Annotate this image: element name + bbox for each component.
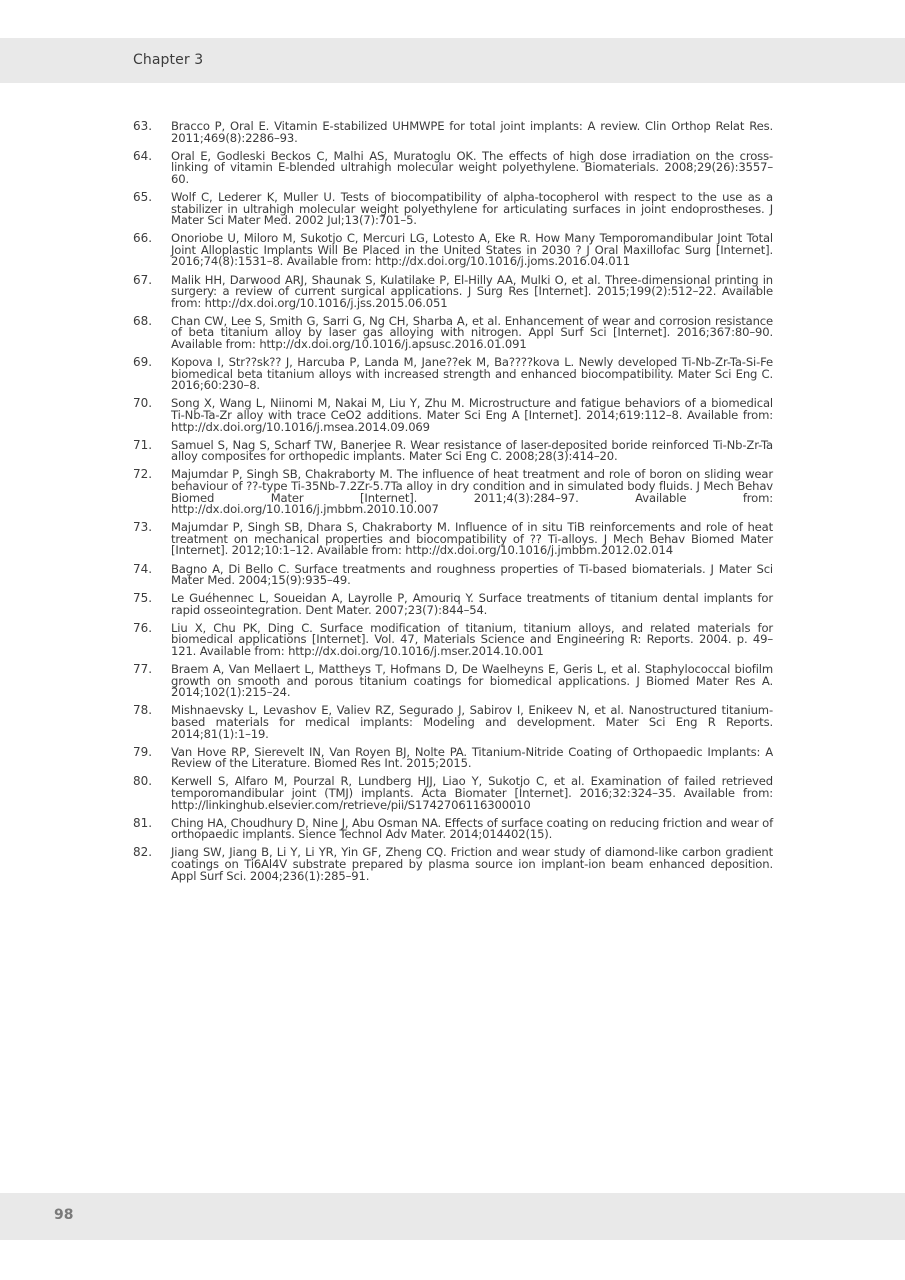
reference-number: 67. [133, 272, 153, 287]
reference-item [133, 469, 773, 515]
reference-text: Oral E, Godleski Beckos C, Malhi AS, Muratoglu OK. The effects of high dose irradiation on the cross-linking of vitamin E-blended ultrahigh molecular weight polyethylene. Biomaterials. 2008;29(26):3557–60. [171, 148, 773, 186]
reference-text: Kerwell S, Alfaro M, Pourzal R, Lundberg HJJ, Liao Y, Sukotjo C, et al. Examination of failed retrieved temporomandibular joint (TMJ) implants. Acta Biomater [Internet]. 2016;32:324–35. Available from: http://linkinghub.elsevier.com/retrieve/pii/S1742706116300010 [171, 774, 773, 812]
reference-number: 73. [133, 520, 153, 535]
reference-text: Wolf C, Lederer K, Muller U. Tests of biocompatibility of alpha-tocopherol with respect to the use as a stabilizer in ultrahigh molecular weight polyethylene for articulating surfaces in joint endoprostheses. J Mater Sci Mater Med. 2002 Jul;13(7):701–5. [171, 189, 773, 228]
reference-text: Kopova I, Str??sk?? J, Harcuba P, Landa M, Jane??ek M, Ba????kova L. Newly developed Ti-Nb-Zr-Ta-Si-Fe biomedical beta titanium alloys with increased strength and enhanced biocompatibility. Mater Sci Eng C. 2016;60:230–8. [171, 355, 773, 393]
reference-text: Braem A, Van Mellaert L, Mattheys T, Hofmans D, De Waelheyns E, Geris L, et al. Staphylococcal biofilm growth on smooth and porous titanium coatings for biomedical applications. J Biomed Mater Res A. 2014;102(1):215–24. [171, 662, 773, 700]
reference-item [133, 148, 773, 186]
reference-text: Bracco P, Oral E. Vitamin E-stabilized UHMWPE for total joint implants: A review. Clin Orthop Relat Res. 2011;469(8):2286–93. [171, 119, 773, 145]
reference-number: 63. [133, 119, 153, 133]
reference-item [133, 593, 773, 616]
reference-number: 74. [133, 561, 153, 576]
reference-item [133, 815, 773, 842]
reference-text: Bagno A, Di Bello C. Surface treatments and roughness properties of Ti-based biomaterials. J Mater Sci Mater Med. 2004;15(9):935–49. [171, 561, 773, 588]
reference-text: Onoriobe U, Miloro M, Sukotjo C, Mercuri LG, Lotesto A, Eke R. How Many Temporomandibular Joint Total Joint Alloplastic Implants Will Be Placed in the United States in 2030 ? J Oral Maxillofac Surg [Internet]. 2016;74(8):1531–8. Available from: http://dx.doi.org/10.1016/j.joms.2016.04.011 [171, 231, 773, 269]
reference-text: Malik HH, Darwood ARJ, Shaunak S, Kulatilake P, El-Hilly AA, Mulki O, et al. Three-dimensional printing in surgery: a review of current surgical applications. J Surg Res [Internet]. 2015;199(2):512–22. Available from: http://dx.doi.org/10.1016/j.jss.2015.06.051 [171, 272, 773, 310]
reference-number: 64. [133, 148, 153, 163]
reference-item [133, 620, 773, 659]
reference-item [133, 561, 773, 588]
reference-item [133, 121, 773, 144]
reference-number: 66. [133, 231, 153, 246]
reference-number: 70. [133, 396, 153, 411]
reference-text: Mishnaevsky L, Levashov E, Valiev RZ, Segurado J, Sabirov I, Enikeev N, et al. Nanostructured titanium-based materials for medical implants: Modeling and development. Mater Sci Eng R Reports. 2014;81(1):1–19. [171, 703, 773, 741]
reference-text: Ching HA, Choudhury D, Nine J, Abu Osman NA. Effects of surface coating on reducing friction and wear of orthopaedic implants. Sience Technol Adv Mater. 2014;014402(15). [171, 815, 773, 842]
reference-text: Samuel S, Nag S, Scharf TW, Banerjee R. Wear resistance of laser-deposited boride reinforced Ti-Nb-Zr-Ta alloy composites for orthopedic implants. Mater Sci Eng C. 2008;28(3):414–20. [171, 437, 773, 464]
reference-item [133, 272, 773, 310]
reference-item [133, 398, 773, 433]
reference-number: 81. [133, 815, 153, 830]
reference-number: 78. [133, 703, 153, 718]
reference-item [133, 522, 773, 557]
reference-number: 77. [133, 662, 153, 677]
reference-number: 79. [133, 744, 153, 759]
reference-number: 80. [133, 774, 153, 789]
reference-item [133, 705, 773, 740]
reference-number: 69. [133, 355, 153, 370]
reference-item [133, 357, 773, 392]
reference-item [133, 233, 773, 268]
reference-text: Le Guéhennec L, Soueidan A, Layrolle P, Amouriq Y. Surface treatments of titanium dental implants for rapid osseointegration. Dent Mater. 2007;23(7):844–54. [171, 591, 773, 617]
reference-item [133, 847, 773, 882]
reference-number: 71. [133, 437, 153, 452]
reference-text: Van Hove RP, Sierevelt IN, Van Royen BJ, Nolte PA. Titanium-Nitride Coating of Orthopaedic Implants: A Review of the Literature. Biomed Res Int. 2015;2015. [171, 744, 773, 771]
reference-number: 82. [133, 845, 153, 860]
reference-number: 68. [133, 313, 153, 328]
reference-item [133, 189, 773, 228]
reference-number: 65. [133, 189, 153, 204]
reference-item [133, 664, 773, 699]
reference-list [133, 121, 773, 889]
reference-text: Majumdar P, Singh SB, Dhara S, Chakraborty M. Influence of in situ TiB reinforcements and role of heat treatment on mechanical properties and biocompatibility of ?? Ti-alloys. J Mech Behav Biomed Mater [Internet]. 2012;10:1–12. Available from: http://dx.doi.org/10.1016/j.jmbbm.2012.02.014 [171, 520, 773, 558]
reference-text: Song X, Wang L, Niinomi M, Nakai M, Liu Y, Zhu M. Microstructure and fatigue behaviors of a biomedical Ti-Nb-Ta-Zr alloy with trace CeO2 additions. Mater Sci Eng A [Internet]. 2014;619:112–8. Available from: http://dx.doi.org/10.1016/j.msea.2014.09.069 [171, 396, 773, 434]
page-number: 98 [54, 1207, 74, 1223]
reference-number: 75. [133, 591, 153, 606]
reference-number: 76. [133, 620, 153, 635]
reference-text: Liu X, Chu PK, Ding C. Surface modification of titanium, titanium alloys, and related materials for biomedical applications [Internet]. Vol. 47, Materials Science and Engineering R: Reports. 2004. p. 49–121. Available from: http://dx.doi.org/10.1016/j.mser.2014.10.001 [171, 620, 773, 659]
reference-item [133, 744, 773, 771]
chapter-title: Chapter 3 [133, 52, 204, 68]
reference-item [133, 437, 773, 464]
reference-number: 72. [133, 467, 153, 482]
reference-item [133, 776, 773, 811]
reference-text: Chan CW, Lee S, Smith G, Sarri G, Ng CH, Sharba A, et al. Enhancement of wear and corrosion resistance of beta titanium alloy by laser gas alloying with nitrogen. Appl Surf Sci [Internet]. 2016;367:80–90. Available from: http://dx.doi.org/10.1016/j.apsusc.2016.01.091 [171, 313, 773, 351]
reference-text: Jiang SW, Jiang B, Li Y, Li YR, Yin GF, Zheng CQ. Friction and wear study of diamond-like carbon gradient coatings on Ti6Al4V substrate prepared by plasma source ion implant-ion beam enhanced deposition. Appl Surf Sci. 2004;236(1):285–91. [171, 845, 773, 883]
reference-item [133, 313, 773, 351]
reference-text: Majumdar P, Singh SB, Chakraborty M. The influence of heat treatment and role of boron on sliding wear behaviour of ??-type Ti-35Nb-7.2Zr-5.7Ta alloy in dry condition and in simulated body fluids. J Mech Behav Biomed Mater [Internet]. 2011;4(3):284–97. Available from: http://dx.doi.org/10.1016/j.jmbbm.2010.10.007 [171, 467, 773, 517]
footer-band [0, 1193, 905, 1240]
